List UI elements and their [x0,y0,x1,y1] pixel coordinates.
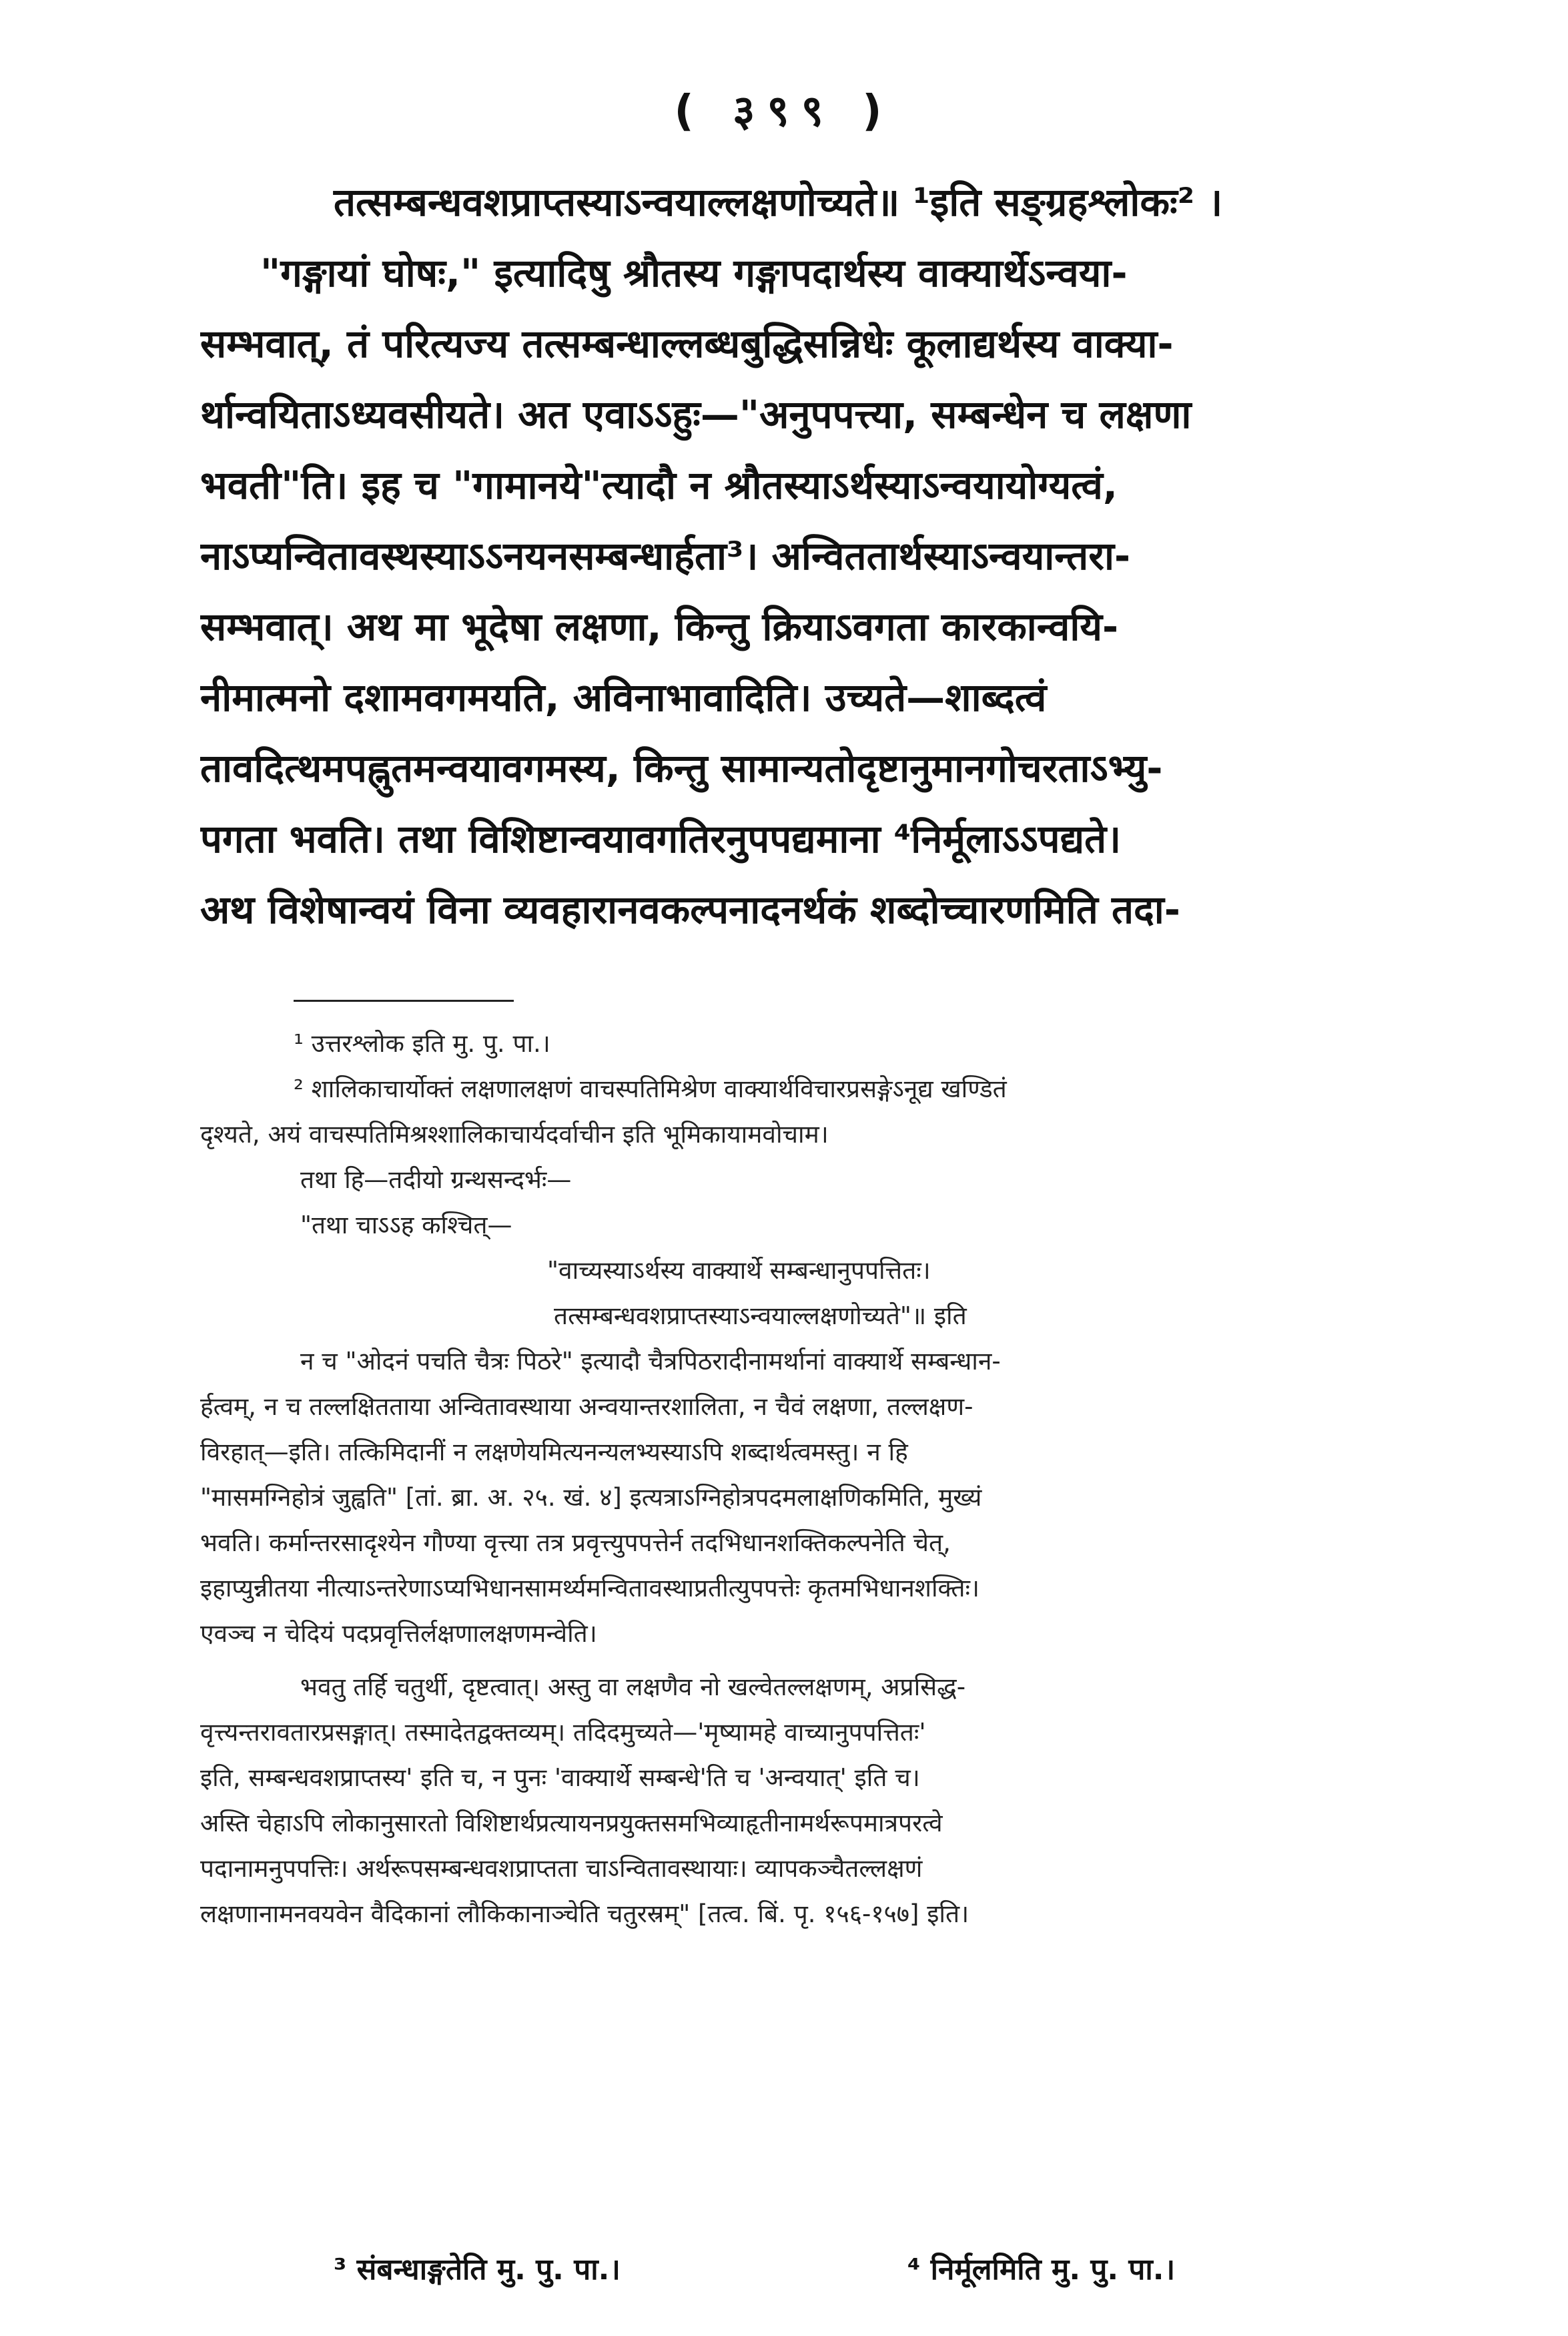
footnote-line: वृत्त्यन्तरावतारप्रसङ्गात्। तस्मादेतद्वक्तव्यम्। तदिदमुच्यते—'मृष्यामहे वाच्यानुपपत्तितः' [200,1718,926,1747]
footnote-line: "मासमग्निहोत्रं जुह्वति" [तां. ब्रा. अ. २५. खं. ४] इत्यत्राऽग्निहोत्रपदमलाक्षणिकमिति, मुख्यं [200,1483,982,1512]
footnote-quote-line: तत्सम्बन्धवशप्राप्तस्याऽन्वयाल्लक्षणोच्यते"॥ इति [554,1301,967,1330]
footnotes [200,1021,1421,1937]
page-number: ( ३९९ ) [674,87,894,136]
main-line: नीमात्मनो दशामवगमयति, अविनाभावादिति। उच्यते—शाब्दत्वं [200,675,1047,720]
footnote-line: दृश्यते, अयं वाचस्पतिमिश्रश्शालिकाचार्यदर्वाचीन इति भूमिकायामवोचाम। [200,1120,829,1149]
footnote-line: भवति। कर्मान्तरसादृश्येन गौण्या वृत्त्या तत्र प्रवृत्त्युपपत्तेर्न तदभिधानशक्तिकल्पनेति चेत्, [200,1528,951,1557]
footnote-line: लक्षणानामनवयवेन वैदिकानां लौकिकानाञ्चेति चतुरस्रम्" [तत्व. बिं. पृ. १५६-१५७] इति। [200,1900,969,1928]
footnote-line: तथा हि—तदीयो ग्रन्थसन्दर्भः— [300,1165,572,1194]
footnote-line: पदानामनुपपत्तिः। अर्थरूपसम्बन्धवशप्राप्तता चाऽन्वितावस्थायाः। व्यापकञ्चैतल्लक्षणं [200,1854,923,1883]
main-line: भवती"ति। इह च "गामानये"त्यादौ न श्रौतस्याऽर्थस्याऽन्वयायोग्यत्वं, [200,463,1118,508]
footnote-line: इहाप्युन्नीतया नीत्याऽन्तरेणाऽप्यभिधानसामर्थ्यमन्वितावस्थाप्रतीत्युपपत्तेः कृतमभिधानशक्तिः। [200,1574,979,1602]
footnote-3: ³ संबन्धाङ्गतेति मु. पु. पा.। [334,2253,621,2287]
footnote-line: ² शालिकाचार्योक्तं लक्षणालक्षणं वाचस्पतिमिश्रेण वाक्यार्थविचारप्रसङ्गेऽनूद्य खण्डितं [294,1075,1007,1103]
main-line: तावदित्थमपह्नुतमन्वयावगमस्य, किन्तु सामान्यतोदृष्टानुमानगोचरताऽभ्यु- [200,746,1163,791]
main-line: सम्भवात्, तं परित्यज्य तत्सम्बन्धाल्लब्धबुद्धिसन्निधेः कूलाद्यर्थस्य वाक्या- [200,321,1174,366]
footnote-line: अस्ति चेहाऽपि लोकानुसारतो विशिष्टार्थप्रत्यायनप्रयुक्तसमभिव्याहृतीनामर्थरूपमात्रपरत्वे [200,1809,943,1837]
main-line: तत्सम्बन्धवशप्राप्तस्याऽन्वयाल्लक्षणोच्यते॥ ¹इति सङ्ग्रहश्लोकः² । [334,180,1223,225]
footnote-line: ¹ उत्तरश्लोक इति मु. पु. पा.। [294,1029,550,1058]
main-line: र्थान्वयिताऽध्यवसीयते। अत एवाऽऽहुः—"अनुपपत्त्या, सम्बन्धेन च लक्षणा [200,392,1192,437]
footnote-line: एवञ्च न चेदियं पदप्रवृत्तिर्लक्षणालक्षणमन्वेति। [200,1619,597,1648]
main-line: सम्भवात्। अथ मा भूदेषा लक्षणा, किन्तु क्रियाऽवगता कारकान्वयि- [200,604,1119,649]
footnote-line: भवतु तर्हि चतुर्थी, दृष्टत्वात्। अस्तु वा लक्षणैव नो खल्वेतल्लक्षणम्, अप्रसिद्ध- [300,1673,966,1701]
footnote-line: इति, सम्बन्धवशप्राप्तस्य' इति च, न पुनः 'वाक्यार्थे सम्बन्धे'ति च 'अन्वयात्' इति च। [200,1763,920,1792]
footnote-quote-line: "वाच्यस्याऽर्थस्य वाक्यार्थे सम्बन्धानुपपत्तितः। [547,1256,931,1285]
main-line: "गङ्गायां घोषः," इत्यादिषु श्रौतस्य गङ्गापदार्थस्य वाक्यार्थेऽन्वया- [260,250,1128,296]
footnote-line: "तथा चाऽऽह कश्चित्— [300,1211,512,1239]
footnote-line: विरहात्—इति। तत्किमिदानीं न लक्षणेयमित्यनन्यलभ्यस्याऽपि शब्दार्थत्वमस्तु। न हि [200,1438,908,1466]
footnote-4: ⁴ निर्मूलमिति मु. पु. पा.। [907,2253,1176,2287]
footnote-divider [294,1000,514,1002]
footnote-line: न च "ओदनं पचति चैत्रः पिठरे" इत्यादौ चैत्रपिठरादीनामर्थानां वाक्यार्थे सम्बन्धान- [300,1347,1001,1376]
main-line: पगता भवति। तथा विशिष्टान्वयावगतिरनुपपद्यमाना ⁴निर्मूलाऽऽपद्यते। [200,816,1122,862]
main-line: अथ विशेषान्वयं विना व्यवहारानवकल्पनादनर्थकं शब्दोच्चारणमिति तदा- [200,887,1180,932]
footnote-line: र्हत्वम्, न च तल्लक्षितताया अन्वितावस्थाया अन्वयान्तरशालिता, न चैवं लक्षणा, तल्लक्षण- [200,1392,973,1421]
main-text-body [200,167,1421,945]
main-line: नाऽप्यन्वितावस्थस्याऽऽनयनसम्बन्धार्हता³। अन्विततार्थस्याऽन्वयान्तरा- [200,533,1131,579]
